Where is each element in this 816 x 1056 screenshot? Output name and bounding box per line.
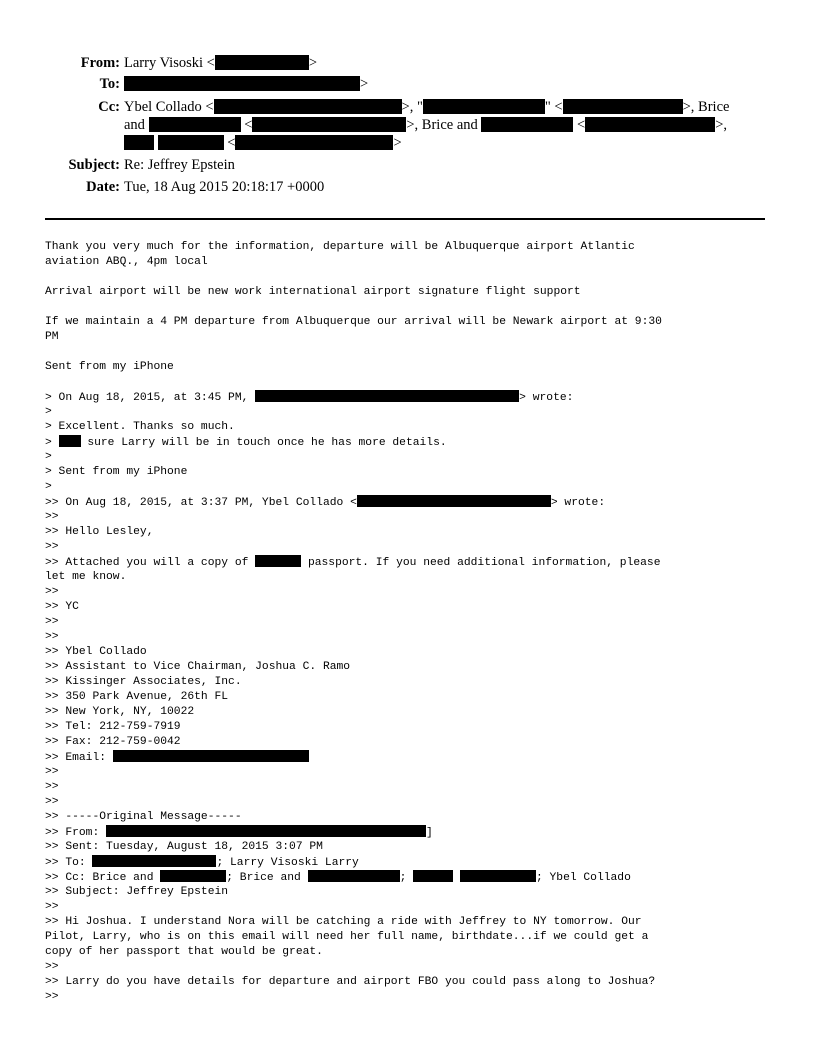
quoted-line: > Excellent. Thanks so much. xyxy=(45,421,235,433)
quoted-line: >> On Aug 18, 2015, at 3:37 PM, Ybel Collado < > wrote: xyxy=(45,497,606,509)
quoted-line: >> xyxy=(45,541,59,553)
quoted-line: >> xyxy=(45,901,59,913)
quoted-line: >> xyxy=(45,991,59,1003)
redaction-bar xyxy=(124,76,360,91)
blank-line xyxy=(45,270,775,285)
quoted-line: >> Attached you will a copy of passport. If you need additional information, please xyxy=(45,557,661,569)
redaction-bar xyxy=(252,117,406,132)
redaction-bar xyxy=(357,495,551,507)
quoted-line: >> Ybel Collado xyxy=(45,646,147,658)
quoted-line: >> Hi Joshua. I understand Nora will be catching a ride with Jeffrey to NY tomorrow. Our xyxy=(45,916,642,928)
to-label: To: xyxy=(99,76,120,92)
quoted-line: >> -----Original Message----- xyxy=(45,811,242,823)
to-value: > xyxy=(124,75,368,93)
quoted-line: >> Cc: Brice and ; Brice and ; ; Ybel Collado xyxy=(45,872,631,884)
quoted-line: >> Assistant to Vice Chairman, Joshua C. Ramo xyxy=(45,661,351,673)
quoted-line: >> xyxy=(45,586,59,598)
quoted-line: >> To: ; Larry Visoski Larry xyxy=(45,857,359,869)
quoted-line: let me know. xyxy=(45,571,127,583)
quoted-line: > xyxy=(45,451,52,463)
redaction-bar xyxy=(113,750,309,762)
quoted-line: >> Kissinger Associates, Inc. xyxy=(45,676,242,688)
quoted-line: >> Email: xyxy=(45,750,775,765)
quoted-line: > xyxy=(45,406,52,418)
redaction-bar xyxy=(423,99,545,114)
quoted-line: > sure Larry will be in touch once he has more details. xyxy=(45,437,447,449)
cc-value-line-1: Ybel Collado < >, " " < >, Brice xyxy=(124,99,730,115)
redaction-bar xyxy=(308,870,400,882)
quoted-line: >> Tel: 212-759-7919 xyxy=(45,721,181,733)
redaction-bar xyxy=(214,99,402,114)
redaction-bar xyxy=(255,555,301,567)
quoted-line: >> From: ] xyxy=(45,827,433,839)
date-value: Tue, 18 Aug 2015 20:18:17 +0000 xyxy=(124,179,325,195)
redaction-bar xyxy=(92,855,216,867)
redaction-bar xyxy=(255,390,519,402)
quoted-line: >> xyxy=(45,631,59,643)
redaction-bar xyxy=(563,99,683,114)
redaction-bar xyxy=(413,870,453,882)
body-line: Thank you very much for the information, departure will be Albuquerque airport Atlantic xyxy=(45,241,635,253)
quoted-line: >> xyxy=(45,511,59,523)
redaction-bar xyxy=(149,117,241,132)
quoted-line: >> Subject: Jeffrey Epstein xyxy=(45,886,229,898)
quoted-line: >> xyxy=(45,961,59,973)
redaction-bar xyxy=(215,55,309,70)
body-line: PM xyxy=(45,331,59,343)
from-label: From: xyxy=(80,55,120,71)
quoted-line: >> xyxy=(45,766,59,778)
quoted-line: >> xyxy=(45,781,59,793)
quoted-line: >> New York, NY, 10022 xyxy=(45,706,195,718)
redaction-bar xyxy=(158,135,224,150)
redaction-bar xyxy=(160,870,226,882)
from-value: Larry Visoski < > xyxy=(124,55,317,71)
header-divider xyxy=(45,218,765,220)
redaction-bar xyxy=(106,825,426,837)
signature-line: Sent from my iPhone xyxy=(45,361,174,373)
quoted-line: > xyxy=(45,481,52,493)
body-line: If we maintain a 4 PM departure from Albuquerque our arrival will be Newark airport at 9:30 xyxy=(45,316,662,328)
body-line: Arrival airport will be new work international airport signature flight support xyxy=(45,286,581,298)
blank-line xyxy=(45,300,775,315)
subject-value: Re: Jeffrey Epstein xyxy=(124,157,235,173)
quoted-line: >> 350 Park Avenue, 26th FL xyxy=(45,691,229,703)
cc-label: Cc: xyxy=(98,99,120,115)
quoted-line: >> xyxy=(45,796,59,808)
cc-value-line-2: and < >, Brice and < >, xyxy=(124,117,728,133)
quoted-line: copy of her passport that would be great. xyxy=(45,946,323,958)
redaction-bar xyxy=(585,117,715,132)
subject-label: Subject: xyxy=(68,157,120,173)
redaction-bar xyxy=(235,135,393,150)
quoted-line: Pilot, Larry, who is on this email will need her full name, birthdate...if we could get a xyxy=(45,931,649,943)
redaction-bar xyxy=(59,435,81,447)
blank-line xyxy=(45,375,775,390)
quoted-line: >> xyxy=(45,616,59,628)
blank-line xyxy=(45,345,775,360)
body-line: aviation ABQ., 4pm local xyxy=(45,256,208,268)
quoted-line: > On Aug 18, 2015, at 3:45 PM, > wrote: xyxy=(45,392,574,404)
redaction-bar xyxy=(481,117,573,132)
redaction-bar xyxy=(124,135,154,150)
quoted-line: >> Larry do you have details for departure and airport FBO you could pass along to Joshua? xyxy=(45,976,656,988)
quoted-line: >> Sent: Tuesday, August 18, 2015 3:07 PM xyxy=(45,841,323,853)
quoted-line: > Sent from my iPhone xyxy=(45,466,188,478)
redaction-bar xyxy=(460,870,536,882)
quoted-line: >> Hello Lesley, xyxy=(45,526,154,538)
email-body xyxy=(45,240,775,1005)
quoted-line: >> Fax: 212-759-0042 xyxy=(45,736,181,748)
date-label: Date: xyxy=(86,179,120,195)
quoted-line: >> YC xyxy=(45,601,79,613)
cc-value-line-3: < > xyxy=(124,134,402,152)
